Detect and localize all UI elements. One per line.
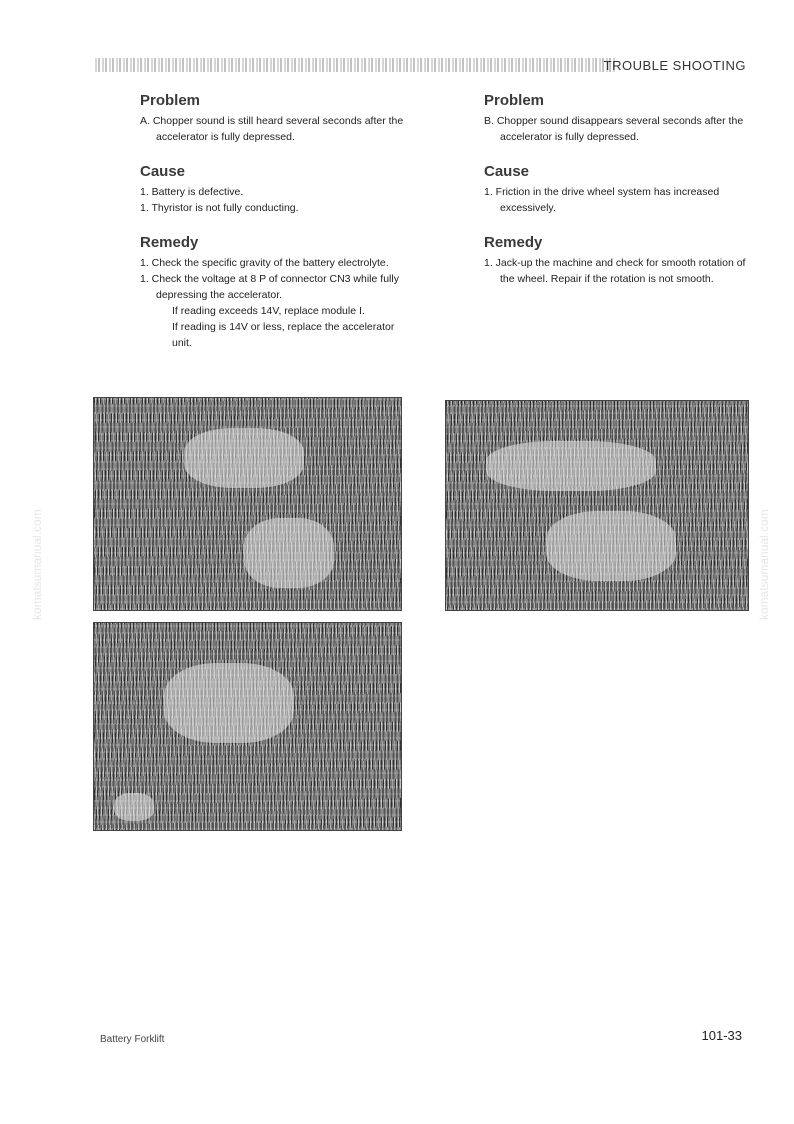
photo-drive-wheel [445, 400, 749, 611]
remedy-item: 1. Jack-up the machine and check for smooth rotation of the wheel. Repair if the rotation is not smooth. [484, 257, 746, 285]
problem-heading: Problem [484, 92, 545, 109]
problem-section-a [140, 92, 405, 145]
remedy-note: If reading is 14V or less, replace the accelerator unit. [172, 321, 395, 349]
remedy-item: 1. Check the voltage at 8 P of connector CN3 while fully depressing the accelerator. [140, 273, 399, 301]
problem-text: A. Chopper sound is still heard several seconds after the accelerator is fully depressed. [140, 115, 404, 143]
cause-heading: Cause [484, 163, 530, 180]
problem-section-b [484, 92, 749, 145]
cause-item: 1. Friction in the drive wheel system has increased excessively. [484, 186, 720, 214]
cause-item: 1. Battery is defective. [140, 186, 244, 198]
cause-heading: Cause [140, 163, 186, 180]
section-title: TROUBLE SHOOTING [603, 58, 746, 73]
left-column [140, 92, 405, 369]
remedy-note: If reading exceeds 14V, replace module I. [172, 305, 365, 317]
cause-section-a [140, 163, 405, 216]
header-rule [95, 58, 615, 72]
footer-book-title: Battery Forklift [100, 1034, 165, 1045]
problem-text: B. Chopper sound disappears several seconds after the accelerator is fully depressed. [484, 115, 744, 143]
photo-battery-check [93, 397, 402, 611]
right-column [484, 92, 749, 305]
remedy-item: 1. Check the specific gravity of the battery electrolyte. [140, 257, 389, 269]
watermark-left: komatsumanual.com [30, 509, 44, 620]
remedy-section-b [484, 234, 749, 287]
cause-section-b [484, 163, 749, 216]
problem-heading: Problem [140, 92, 201, 109]
remedy-section-a [140, 234, 405, 351]
watermark-right: komatsumanual.com [757, 509, 771, 620]
remedy-heading: Remedy [484, 234, 543, 251]
photo-connector-check [93, 622, 402, 831]
remedy-heading: Remedy [140, 234, 199, 251]
page-number: 101-33 [701, 1028, 742, 1043]
cause-item: 1. Thyristor is not fully conducting. [140, 202, 299, 214]
